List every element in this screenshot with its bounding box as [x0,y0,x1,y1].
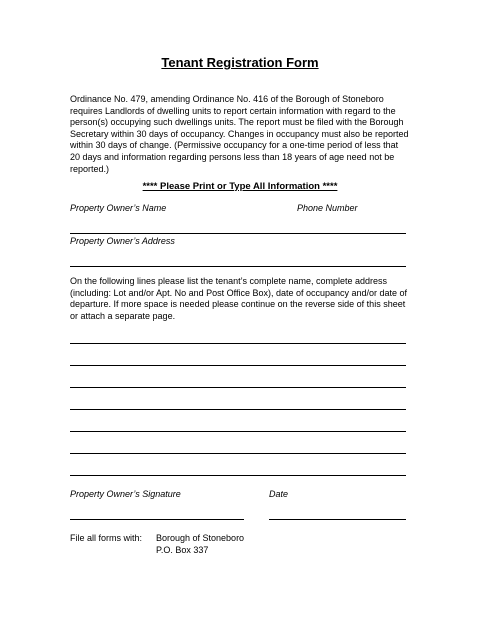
tenant-line-5[interactable] [70,431,406,432]
tenant-line-4[interactable] [70,409,406,410]
ordinance-paragraph: Ordinance No. 479, amending Ordinance No. 416 of the Borough of Stoneboro requires Landlords of dwelling units to report certain information with regard to the person(s) occupying such dwellings units. The report must be filed with the Borough Secretary within 30 days of occupancy. Changes in occupancy must also be reported within 30 days of change. (Permissive occupancy for a one-time period of less that 20 days and information regarding persons less than 18 years of age need not be reported.) [70,94,409,174]
print-notice: **** Please Print or Type All Information **** [142,181,338,192]
tenant-line-6[interactable] [70,453,406,454]
filing-info [70,533,245,555]
tenant-line-1[interactable] [70,343,406,344]
tenant-instructions: On the following lines please list the tenant’s complete name, complete address (including: Lot and/or Apt. No and Post Office Box), date of occupancy and/or date of departure. If more space is needed please continue on the reverse side of this sheet or attach a separate page. [70,276,408,321]
owner-name-label: Property Owner’s Name [70,203,167,213]
tenant-line-3[interactable] [70,387,406,388]
form-title: Tenant Registration Form [161,55,319,70]
signature-line[interactable] [70,519,244,520]
filing-address-line-1: Borough of Stoneboro [156,533,245,543]
date-line[interactable] [269,519,406,520]
tenant-line-2[interactable] [70,365,406,366]
owner-address-line[interactable] [70,266,406,267]
signature-label: Property Owner’s Signature [70,489,181,499]
tenant-line-7[interactable] [70,475,406,476]
owner-name-phone-line[interactable] [70,233,406,234]
owner-address-label: Property Owner’s Address [70,236,175,246]
date-label: Date [269,489,289,499]
filing-address [156,533,244,556]
phone-number-label: Phone Number [297,203,358,213]
filing-address-line-2: P.O. Box 337 [156,544,209,555]
file-forms-label: File all forms with: [70,533,143,543]
